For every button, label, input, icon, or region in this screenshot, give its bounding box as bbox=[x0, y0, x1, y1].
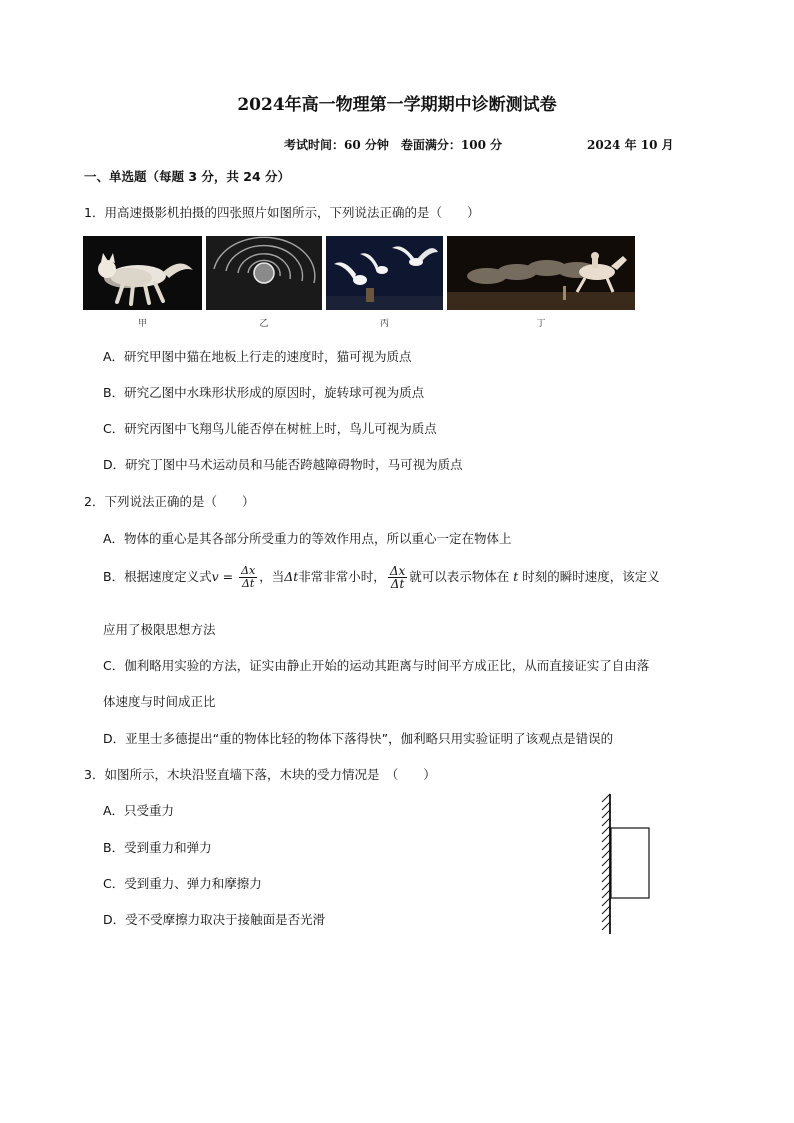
question-3-stem: 3．如图所示，木块沿竖直墙下落，木块的受力情况是 （ ） bbox=[84, 767, 436, 782]
option-b-text-1: B．根据速度定义式 bbox=[103, 569, 212, 584]
caption-bing: 丙 bbox=[379, 319, 389, 329]
option-b-text-4: 就可以表示物体在 bbox=[409, 569, 514, 584]
question-2-option-d: D．亚里士多德提出“重的物体比轻的物体下落得快”，伽利略只用实验证明了该观点是错误的 bbox=[103, 731, 614, 746]
photo-horse-rider bbox=[447, 236, 635, 310]
wall-hatching bbox=[602, 794, 610, 930]
question-3-option-a: A．只受重力 bbox=[103, 803, 175, 818]
exam-date: 2024 年 10 月 bbox=[587, 138, 674, 152]
photo-cat bbox=[83, 236, 202, 310]
caption-ding: 丁 bbox=[536, 319, 546, 329]
velocity-fraction bbox=[239, 565, 257, 590]
section-heading: 一、单选题（每题 3 分，共 24 分） bbox=[84, 169, 291, 184]
fraction-numerator-2: Δx bbox=[389, 564, 406, 578]
question-3-option-c: C．受到重力、弹力和摩擦力 bbox=[103, 876, 262, 891]
photo-spinning-ball bbox=[206, 236, 322, 310]
question-1-option-d: D．研究丁图中马术运动员和马能否跨越障碍物时，马可视为质点 bbox=[103, 457, 463, 472]
question-3-option-d: D．受不受摩擦力取决于接触面是否光滑 bbox=[103, 912, 326, 927]
question-3-option-b: B．受到重力和弹力 bbox=[103, 840, 212, 855]
fraction-denominator-2: Δt bbox=[390, 577, 405, 591]
wall-block-diagram bbox=[596, 790, 656, 938]
question-2-option-b-line2: 应用了极限思想方法 bbox=[103, 622, 216, 637]
question-2-option-c-line2: 体速度与时间成正比 bbox=[103, 694, 216, 709]
question-2-stem: 2．下列说法正确的是（ ） bbox=[84, 494, 255, 509]
fraction-denominator: Δt bbox=[241, 577, 255, 590]
photo-birds bbox=[326, 236, 443, 310]
question-2-option-b bbox=[103, 563, 660, 591]
velocity-symbol: v bbox=[211, 569, 219, 584]
question-2-option-c-line1: C．伽利略用实验的方法，证实由静止开始的运动其距离与时间平方成正比，从而直接证实了自由落 bbox=[103, 658, 650, 673]
question-2-option-a: A．物体的重心是其各部分所受重力的等效作用点，所以重心一定在物体上 bbox=[103, 531, 512, 546]
question-1-option-c: C．研究丙图中飞翔鸟儿能否停在树桩上时，鸟儿可视为质点 bbox=[103, 421, 437, 436]
equals-sign: = bbox=[218, 569, 238, 584]
question-1-stem: 1．用高速摄影机拍摄的四张照片如图所示，下列说法正确的是（ ） bbox=[84, 205, 480, 220]
delta-t-symbol: Δt bbox=[284, 569, 299, 584]
caption-yi: 乙 bbox=[259, 319, 269, 329]
wood-block bbox=[611, 828, 649, 898]
question-1-option-a: A．研究甲图中猫在地板上行走的速度时，猫可视为质点 bbox=[103, 349, 412, 364]
fraction-numerator: Δx bbox=[241, 564, 256, 577]
caption-jia: 甲 bbox=[137, 319, 147, 329]
option-b-text-3: 非常非常小时， bbox=[298, 569, 386, 584]
velocity-fraction-2 bbox=[388, 565, 407, 590]
exam-time-info: 考试时间：60 分钟 卷面满分：100 分 bbox=[284, 138, 503, 152]
time-symbol: t bbox=[513, 569, 519, 584]
exam-title: 2024年高一物理第一学期期中诊断测试卷 bbox=[237, 95, 557, 115]
option-b-text-5: 时刻的瞬时速度，该定义 bbox=[518, 569, 660, 584]
option-b-text-2: ，当 bbox=[259, 569, 285, 584]
question-1-option-b: B．研究乙图中水珠形状形成的原因时，旋转球可视为质点 bbox=[103, 385, 425, 400]
